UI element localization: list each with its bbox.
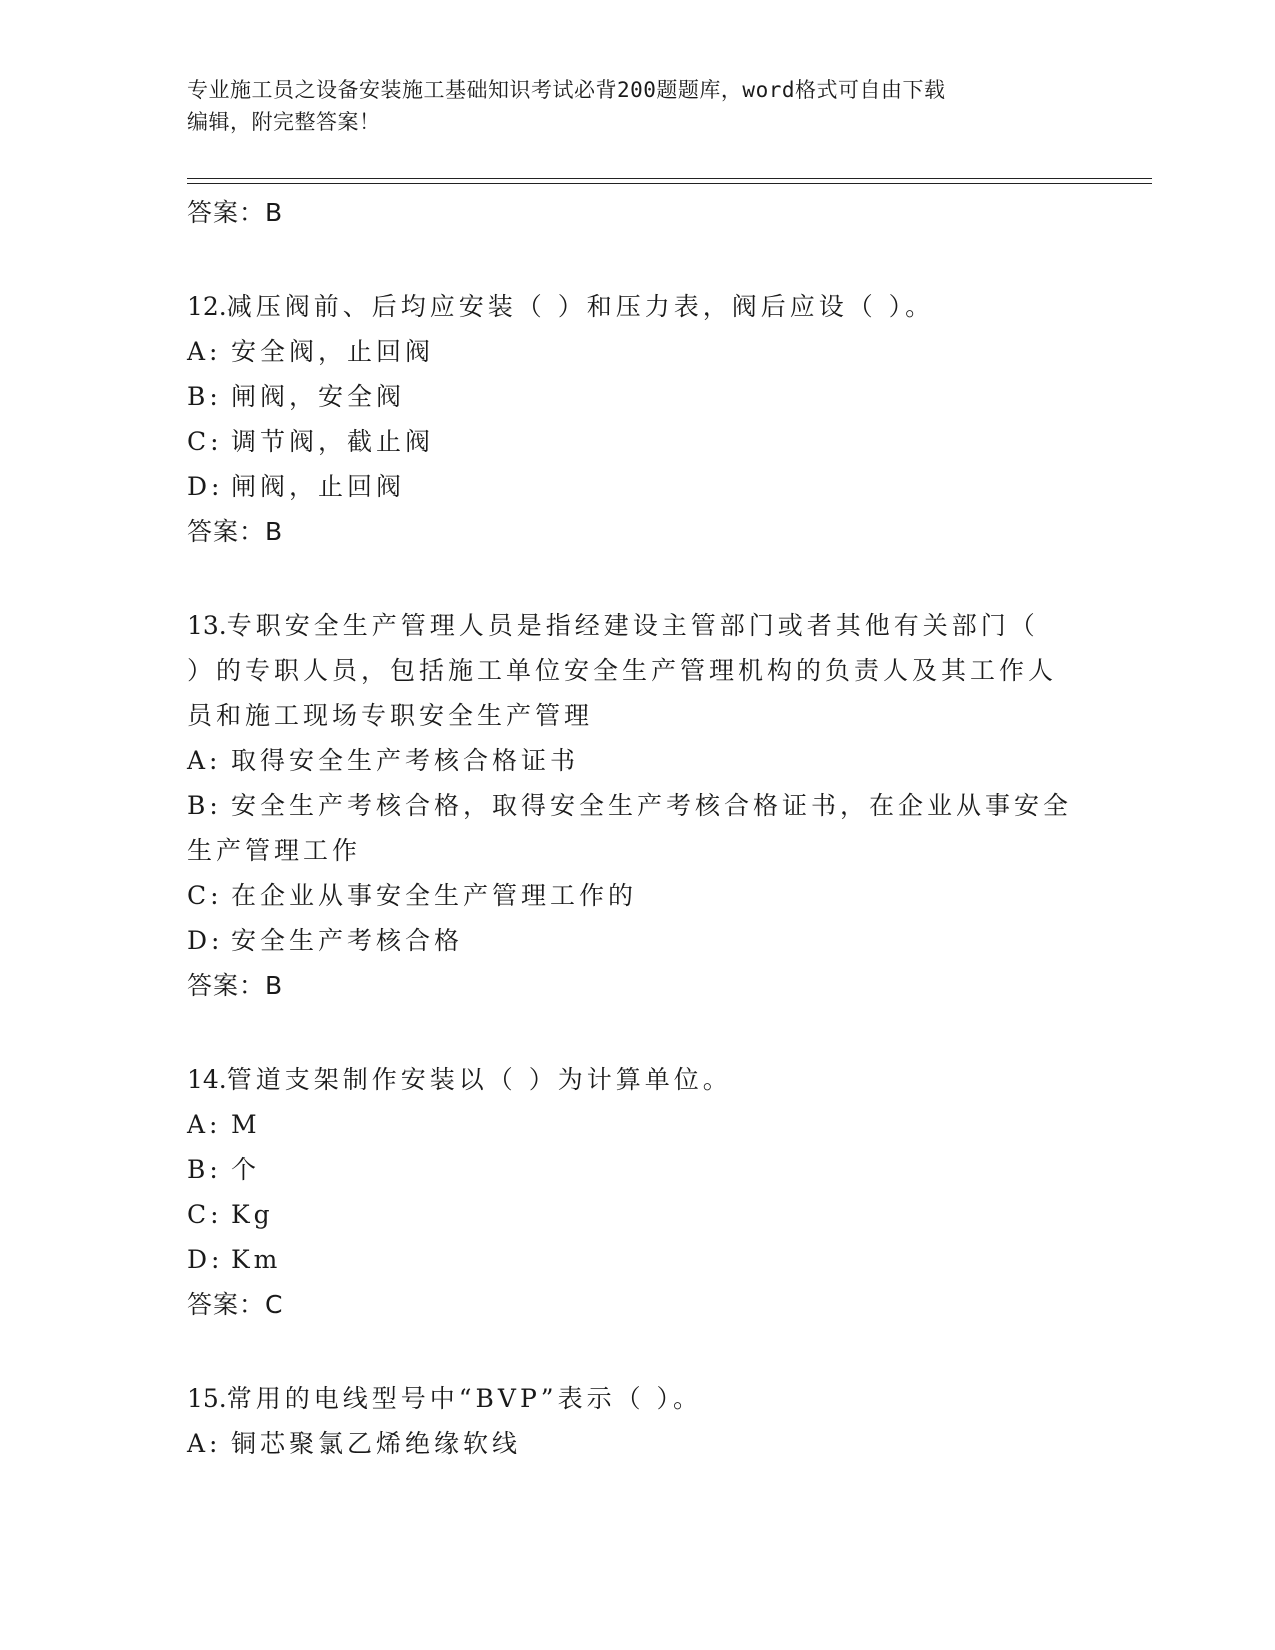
question-stem-cont: 员和施工现场专职安全生产管理 [187, 701, 594, 730]
question-stem: 14.管道支架制作安装以（ ）为计算单位。 [187, 1065, 732, 1094]
question-15 [187, 1376, 1087, 1466]
option-c: C: 在企业从事安全生产管理工作的 [187, 881, 638, 910]
question-stem-cont: ）的专职人员，包括施工单位安全生产管理机构的负责人及其工作人 [187, 656, 1058, 685]
option-c: C: Kg [187, 1200, 274, 1229]
option-a: A: M [187, 1110, 261, 1139]
document-header [187, 74, 1087, 138]
option-d: D: 闸阀，止回阀 [187, 472, 406, 501]
question-stem: 15.常用的电线型号中“BVP”表示（ ）。 [187, 1384, 703, 1413]
header-line-2: 编辑，附完整答案！ [187, 110, 381, 134]
question-stem: 12.减压阀前、后均应安装（ ）和压力表，阀后应设（ ）。 [187, 292, 935, 321]
option-b: B: 安全生产考核合格，取得安全生产考核合格证书，在企业从事安全 [187, 791, 1073, 820]
option-a: A: 安全阀，止回阀 [187, 337, 435, 366]
header-divider-top [187, 178, 1152, 179]
option-b: B: 闸阀，安全阀 [187, 382, 406, 411]
header-line-1: 专业施工员之设备安装施工基础知识考试必背200题题库，word格式可自由下载 [187, 78, 946, 102]
header-divider-bottom [187, 183, 1152, 184]
option-d: D: Km [187, 1245, 282, 1274]
question-12 [187, 284, 1087, 555]
question-14 [187, 1057, 1087, 1328]
option-b-cont: 生产管理工作 [187, 836, 362, 865]
option-c: C: 调节阀，截止阀 [187, 427, 435, 456]
answer-line: 答案：C [187, 1290, 284, 1319]
option-a: A: 取得安全生产考核合格证书 [187, 746, 580, 775]
question-13 [187, 603, 1087, 1009]
option-a: A: 铜芯聚氯乙烯绝缘软线 [187, 1429, 522, 1458]
answer-line: 答案：B [187, 198, 284, 227]
option-d: D: 安全生产考核合格 [187, 926, 464, 955]
question-stem: 13.专职安全生产管理人员是指经建设主管部门或者其他有关部门（ [187, 611, 1039, 640]
option-b: B: 个 [187, 1155, 261, 1184]
answer-line: 答案：B [187, 517, 284, 546]
answer-line: 答案：B [187, 971, 284, 1000]
document-body [187, 190, 1087, 1466]
